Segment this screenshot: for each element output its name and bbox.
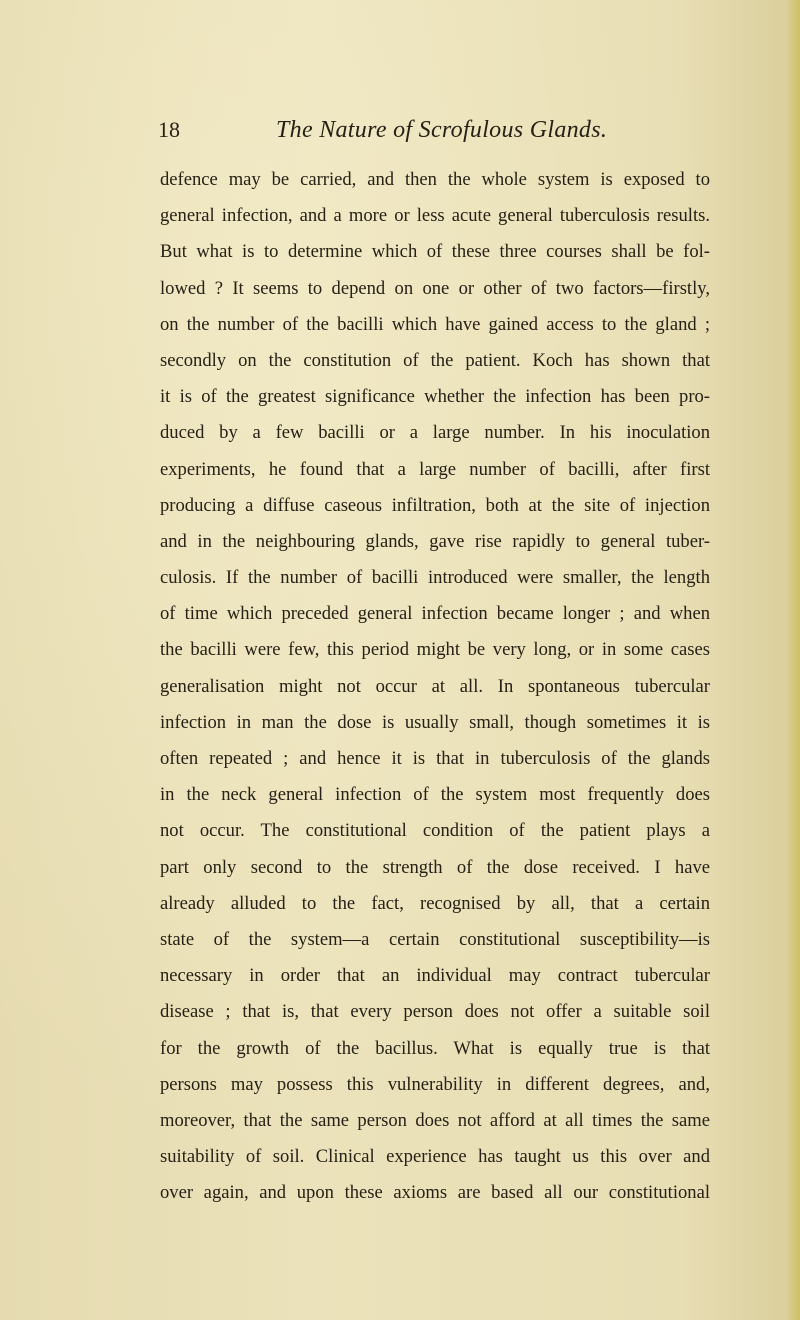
text-line: disease ; that is, that every person does not offer a suitable soil bbox=[160, 1001, 710, 1023]
text-line: already alluded to the fact, recognised by all, that a certain bbox=[160, 892, 710, 914]
text-line: moreover, that the same person does not afford at all times the same bbox=[160, 1109, 710, 1131]
text-line: often repeated ; and hence it is that in tuberculosis of the glands bbox=[160, 748, 710, 769]
text-line: state of the system—a certain constitutional susceptibility—is bbox=[160, 928, 710, 950]
body-text bbox=[160, 162, 710, 1211]
text-line: suitability of soil. Clinical experience has taught us this over and bbox=[160, 1146, 710, 1168]
page-header bbox=[158, 116, 718, 148]
text-line: on the number of the bacilli which have gained access to the gland ; bbox=[160, 313, 710, 335]
page-number: 18 bbox=[158, 117, 180, 142]
text-line: producing a diffuse caseous infiltration, both at the site of injection bbox=[160, 494, 710, 516]
text-line: defence may be carried, and then the whole system is exposed to bbox=[160, 169, 710, 190]
text-line: secondly on the constitution of the patient. Koch has shown that bbox=[160, 349, 710, 371]
text-line: culosis. If the number of bacilli introduced were smaller, the length bbox=[160, 567, 710, 589]
text-line: it is of the greatest significance whether the infection has been pro- bbox=[160, 386, 710, 408]
running-head: The Nature of Scrofulous Glands. bbox=[276, 117, 608, 143]
text-line: in the neck general infection of the system most frequently does bbox=[160, 784, 710, 806]
text-line: generalisation might not occur at all. In spontaneous tubercular bbox=[160, 675, 710, 697]
text-line: not occur. The constitutional condition of the patient plays a bbox=[160, 820, 710, 842]
text-line: lowed ? It seems to depend on one or other of two factors—firstly, bbox=[160, 277, 710, 299]
text-line: general infection, and a more or less acute general tuberculosis results. bbox=[160, 205, 710, 227]
text-line: of time which preceded general infection became longer ; and when bbox=[160, 603, 710, 625]
text-line: infection in man the dose is usually small, though sometimes it is bbox=[160, 711, 710, 733]
text-line: and in the neighbouring glands, gave rise rapidly to general tuber- bbox=[160, 530, 710, 552]
text-line: But what is to determine which of these three courses shall be fol- bbox=[160, 241, 710, 263]
text-line: persons may possess this vulnerability in different degrees, and, bbox=[160, 1073, 710, 1095]
text-line: necessary in order that an individual may contract tubercular bbox=[160, 965, 710, 987]
text-line: duced by a few bacilli or a large number. In his inoculation bbox=[160, 422, 710, 444]
text-line: the bacilli were few, this period might be very long, or in some cases bbox=[160, 639, 710, 661]
page-edge bbox=[786, 0, 800, 1320]
text-line: for the growth of the bacillus. What is equally true is that bbox=[160, 1037, 710, 1059]
text-line: over again, and upon these axioms are based all our constitutional bbox=[160, 1182, 710, 1204]
text-line: part only second to the strength of the dose received. I have bbox=[160, 856, 710, 878]
text-line: experiments, he found that a large number of bacilli, after first bbox=[160, 458, 710, 480]
